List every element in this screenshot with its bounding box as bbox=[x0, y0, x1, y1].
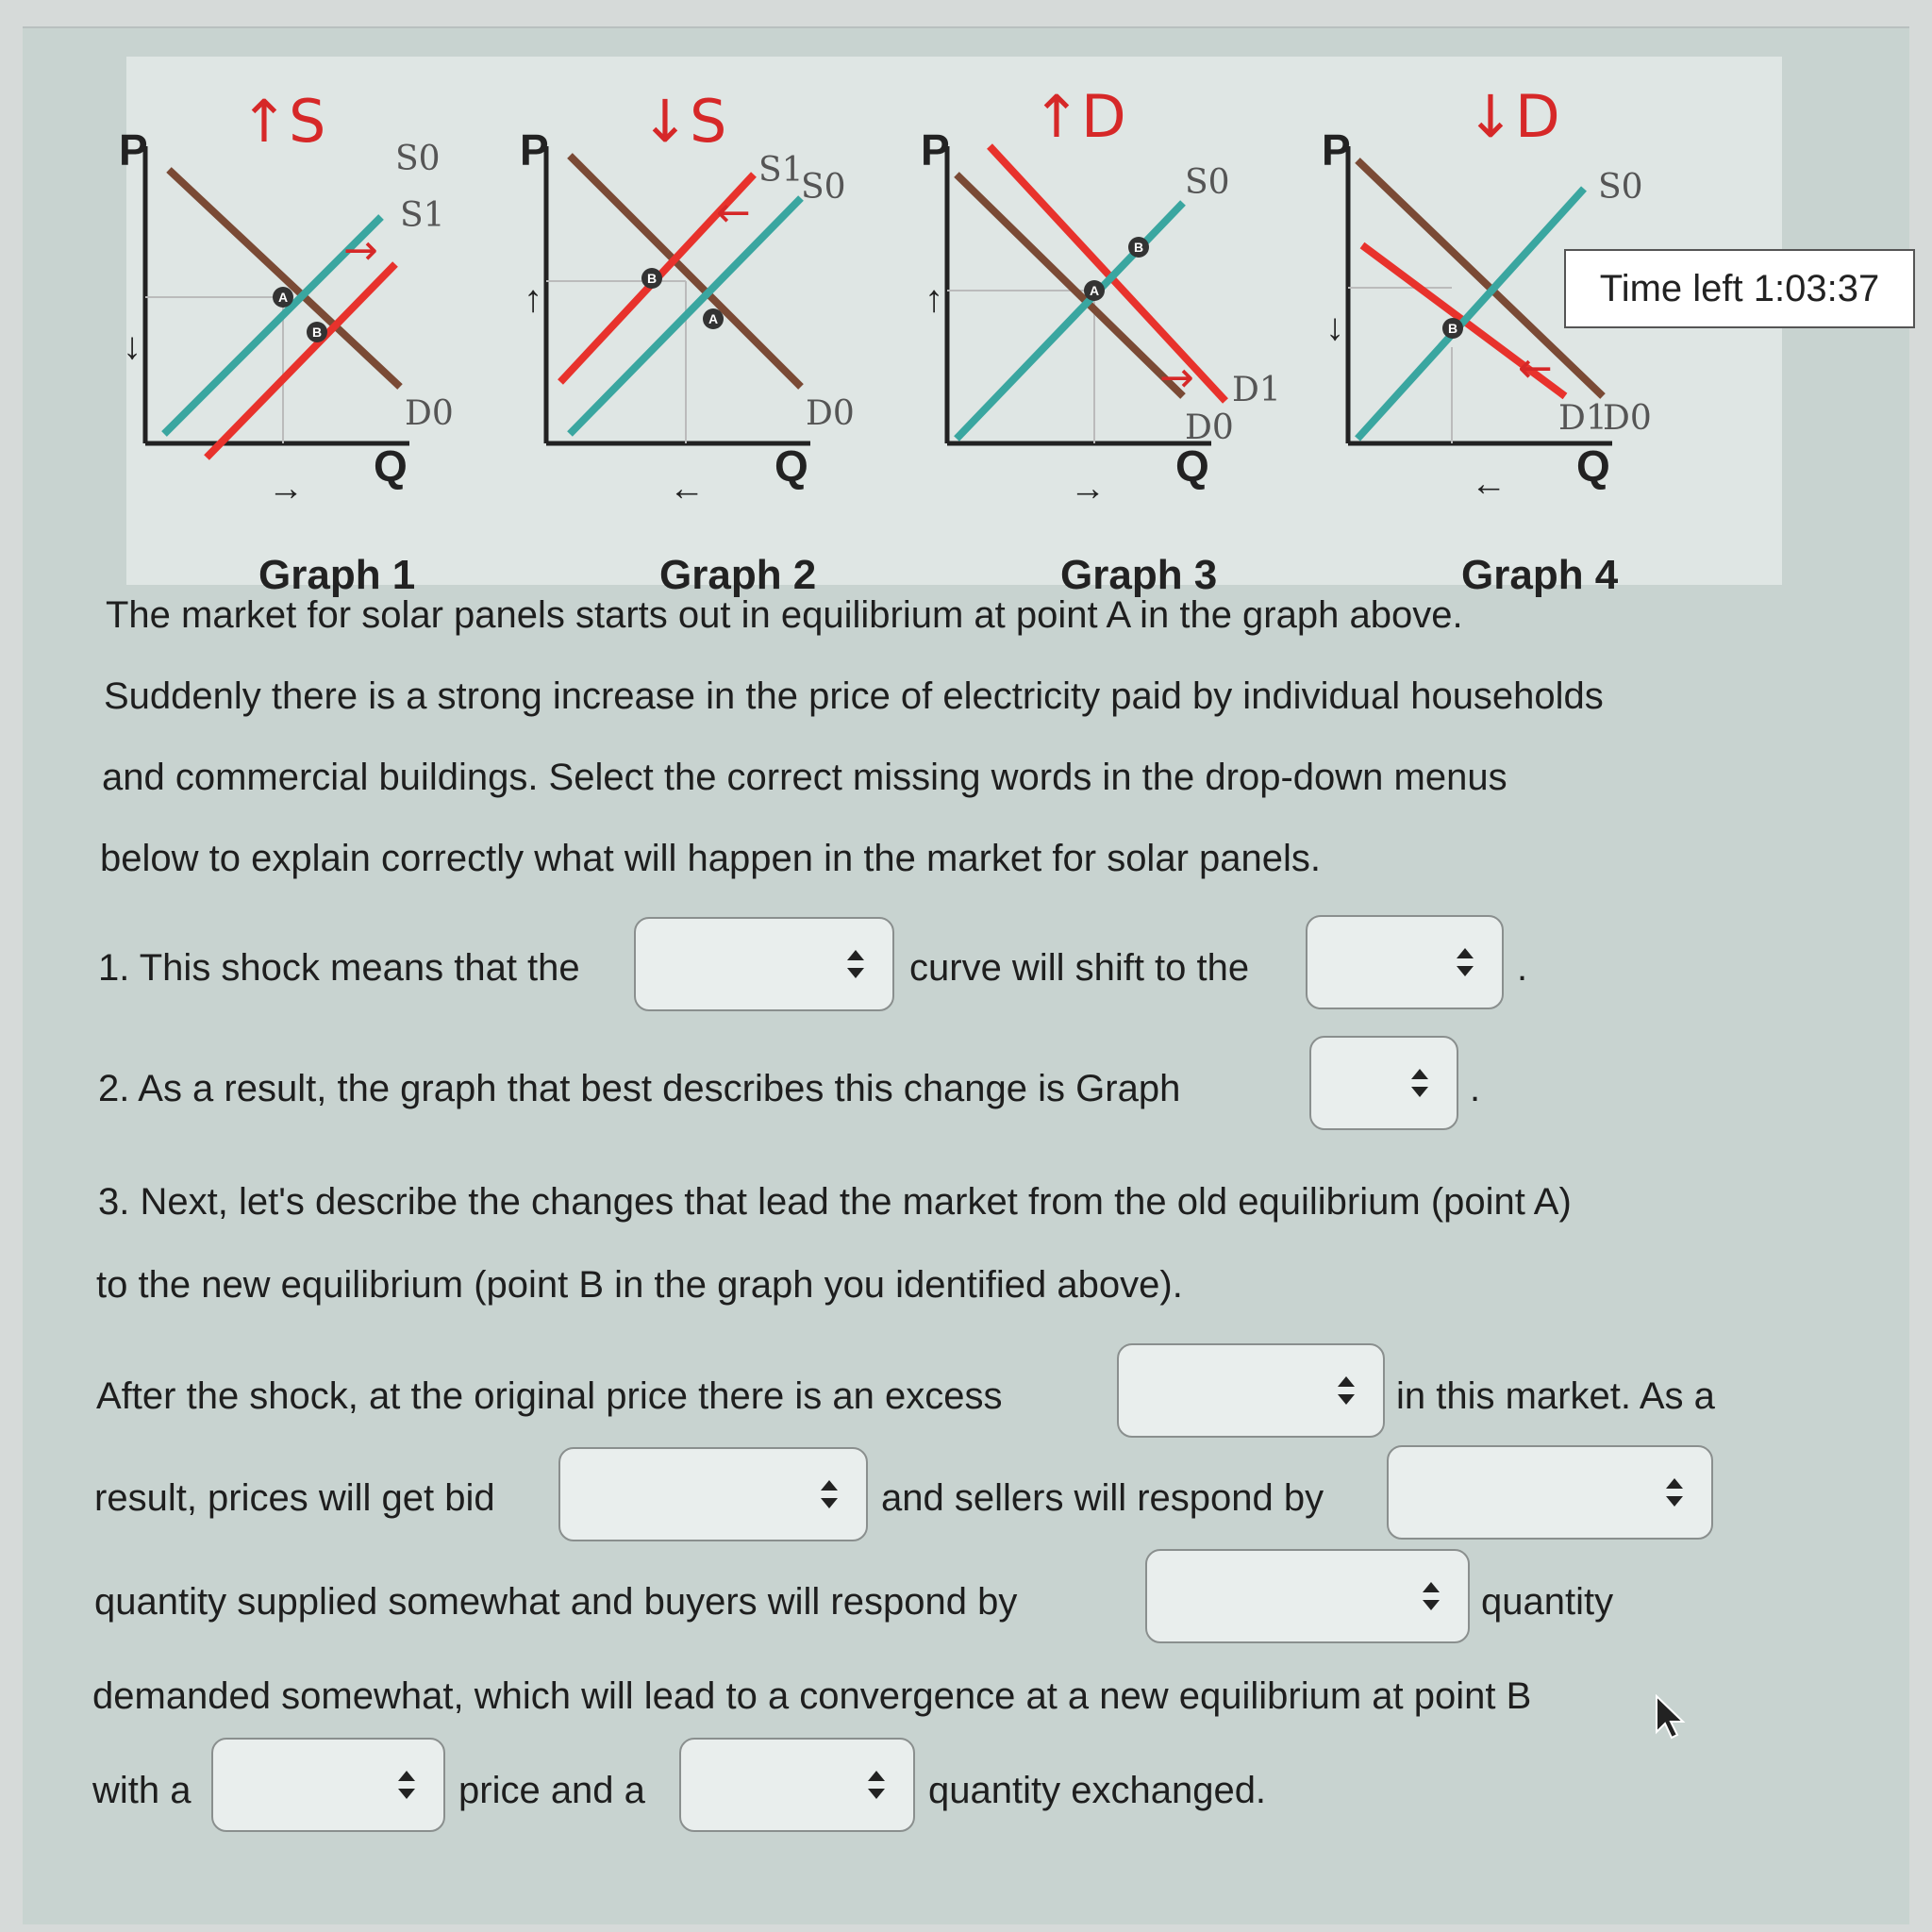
graph-2-price-arrow: ↑ bbox=[524, 278, 542, 320]
graph-2-d0-label: D0 bbox=[806, 394, 855, 433]
graph-2-s1-label: S1 bbox=[758, 151, 804, 190]
time-left-box: Time left 1:03:37 bbox=[1564, 249, 1915, 328]
graph-1 bbox=[119, 75, 532, 598]
q1-period: . bbox=[1517, 947, 1528, 989]
graph-3-price-arrow: ↑ bbox=[924, 278, 943, 320]
graph-2-label: Graph 2 bbox=[659, 552, 817, 598]
graph-4-shift-note: ↓D bbox=[1466, 82, 1560, 151]
graph-4-point-b-label: B bbox=[1448, 321, 1458, 336]
graph-3-point-a-label: A bbox=[1090, 283, 1100, 298]
q2-graph-select[interactable] bbox=[1309, 1036, 1458, 1130]
graph-3-p-label: P bbox=[921, 125, 950, 175]
chevron-updown-icon bbox=[866, 1769, 887, 1801]
graph-1-point-a-label: A bbox=[278, 290, 289, 305]
price-change-select[interactable] bbox=[211, 1738, 445, 1832]
chevron-updown-icon bbox=[819, 1478, 840, 1510]
graph-1-label: Graph 1 bbox=[258, 552, 416, 598]
graph-2-s0-label: S0 bbox=[801, 168, 846, 207]
bid-direction-select[interactable] bbox=[558, 1447, 868, 1541]
graph-3-demand-d0 bbox=[957, 175, 1183, 396]
graph-1-svg bbox=[119, 75, 532, 508]
q4-line-2b: and sellers will respond by bbox=[881, 1477, 1324, 1519]
graph-4-d1-label: D1 bbox=[1558, 399, 1607, 438]
chevron-updown-icon bbox=[845, 948, 866, 980]
q4-line-2a: result, prices will get bid bbox=[94, 1477, 495, 1519]
graph-3-svg bbox=[921, 75, 1334, 508]
intro-line-4: below to explain correctly what will happen in the market for solar panels. bbox=[100, 838, 1321, 879]
graph-3-d1-label: D1 bbox=[1232, 371, 1281, 409]
q1-direction-select[interactable] bbox=[1306, 915, 1504, 1009]
chevron-updown-icon bbox=[1336, 1374, 1357, 1407]
graph-3-d0-label: D0 bbox=[1185, 408, 1234, 447]
graph-3-shift-note: ↑D bbox=[1032, 82, 1126, 151]
graph-1-price-arrow: ↓ bbox=[123, 325, 142, 367]
quantity-change-select[interactable] bbox=[679, 1738, 915, 1832]
graph-4-q-label: Q bbox=[1576, 441, 1610, 491]
q4-line-1a: After the shock, at the original price there is an excess bbox=[96, 1375, 1003, 1417]
graph-3-label: Graph 3 bbox=[1060, 552, 1218, 598]
q4-line-4: demanded somewhat, which will lead to a convergence at a new equilibrium at point B bbox=[92, 1675, 1532, 1717]
q3-line-2: to the new equilibrium (point B in the graph you identified above). bbox=[96, 1264, 1183, 1306]
graph-1-q-label: Q bbox=[374, 441, 408, 491]
intro-line-1: The market for solar panels starts out in equilibrium at point A in the graph above. bbox=[106, 594, 1463, 636]
graph-4-qty-arrow: ← bbox=[1471, 464, 1507, 504]
mouse-pointer-icon bbox=[1655, 1694, 1687, 1740]
question-sheet bbox=[23, 26, 1909, 1924]
graph-4-supply-s0 bbox=[1357, 189, 1584, 439]
q4-line-3b: quantity bbox=[1481, 1581, 1614, 1623]
graph-2-point-a-label: A bbox=[708, 311, 719, 326]
graph-2-shift-arrow: ← bbox=[716, 189, 751, 237]
sellers-response-select[interactable] bbox=[1387, 1445, 1713, 1540]
graph-1-s1-label: S1 bbox=[400, 196, 445, 235]
graph-4-d0-label: D0 bbox=[1603, 399, 1652, 438]
intro-line-3: and commercial buildings. Select the correct missing words in the drop-down menus bbox=[102, 757, 1507, 798]
graph-1-demand-d0 bbox=[169, 170, 400, 387]
graph-1-p-label: P bbox=[119, 125, 148, 175]
graph-2-shift-note: ↓S bbox=[641, 87, 727, 156]
graph-1-shift-note: ↑S bbox=[240, 87, 326, 156]
graph-1-s0-label: S0 bbox=[395, 140, 441, 178]
graph-2-qty-arrow: ← bbox=[669, 469, 705, 508]
graph-2-p-label: P bbox=[520, 125, 549, 175]
q3-line-1: 3. Next, let's describe the changes that lead the market from the old equilibrium (point A) bbox=[98, 1181, 1572, 1223]
graph-1-point-b-label: B bbox=[312, 325, 323, 340]
q1-text-a: 1. This shock means that the bbox=[98, 947, 580, 989]
graph-4-price-arrow: ↓ bbox=[1325, 307, 1344, 348]
graph-1-qty-arrow: → bbox=[268, 469, 304, 508]
q2-period: . bbox=[1470, 1068, 1481, 1109]
graphs-panel bbox=[119, 57, 1880, 598]
chevron-updown-icon bbox=[1455, 946, 1475, 978]
q4-line-3a: quantity supplied somewhat and buyers will respond by bbox=[94, 1581, 1018, 1623]
graph-1-d0-label: D0 bbox=[405, 394, 454, 433]
graph-3-qty-arrow: → bbox=[1070, 469, 1106, 508]
q1-text-b: curve will shift to the bbox=[909, 947, 1250, 989]
q4-line-5a: with a bbox=[92, 1770, 192, 1811]
graph-3-point-b-label: B bbox=[1134, 240, 1144, 255]
chevron-updown-icon bbox=[1421, 1580, 1441, 1612]
q2-text: 2. As a result, the graph that best describes this change is Graph bbox=[98, 1068, 1181, 1109]
graph-4-label: Graph 4 bbox=[1461, 552, 1619, 598]
chevron-updown-icon bbox=[1409, 1067, 1430, 1099]
q1-curve-select[interactable] bbox=[634, 917, 894, 1011]
excess-select[interactable] bbox=[1117, 1343, 1385, 1438]
q4-line-5c: quantity exchanged. bbox=[928, 1770, 1267, 1811]
chevron-updown-icon bbox=[396, 1769, 417, 1801]
graph-2-q-label: Q bbox=[774, 441, 808, 491]
graph-3-q-label: Q bbox=[1175, 441, 1209, 491]
graph-3 bbox=[921, 75, 1334, 598]
graph-4-s0-label: S0 bbox=[1598, 168, 1643, 207]
buyers-response-select[interactable] bbox=[1145, 1549, 1470, 1643]
q4-line-1b: in this market. As a bbox=[1396, 1375, 1715, 1417]
graph-4-p-label: P bbox=[1322, 125, 1351, 175]
graph-3-shift-arrow: → bbox=[1159, 354, 1194, 402]
graph-2-point-b-label: B bbox=[647, 271, 658, 286]
graph-4-shift-arrow: ← bbox=[1518, 344, 1553, 392]
graph-2-svg bbox=[520, 75, 933, 508]
graph-3-s0-label: S0 bbox=[1185, 163, 1230, 202]
chevron-updown-icon bbox=[1664, 1476, 1685, 1508]
q4-line-5b: price and a bbox=[458, 1770, 645, 1811]
intro-line-2: Suddenly there is a strong increase in the price of electricity paid by individual households bbox=[104, 675, 1604, 717]
graph-1-shift-arrow: → bbox=[343, 226, 378, 275]
graph-2 bbox=[520, 75, 933, 598]
